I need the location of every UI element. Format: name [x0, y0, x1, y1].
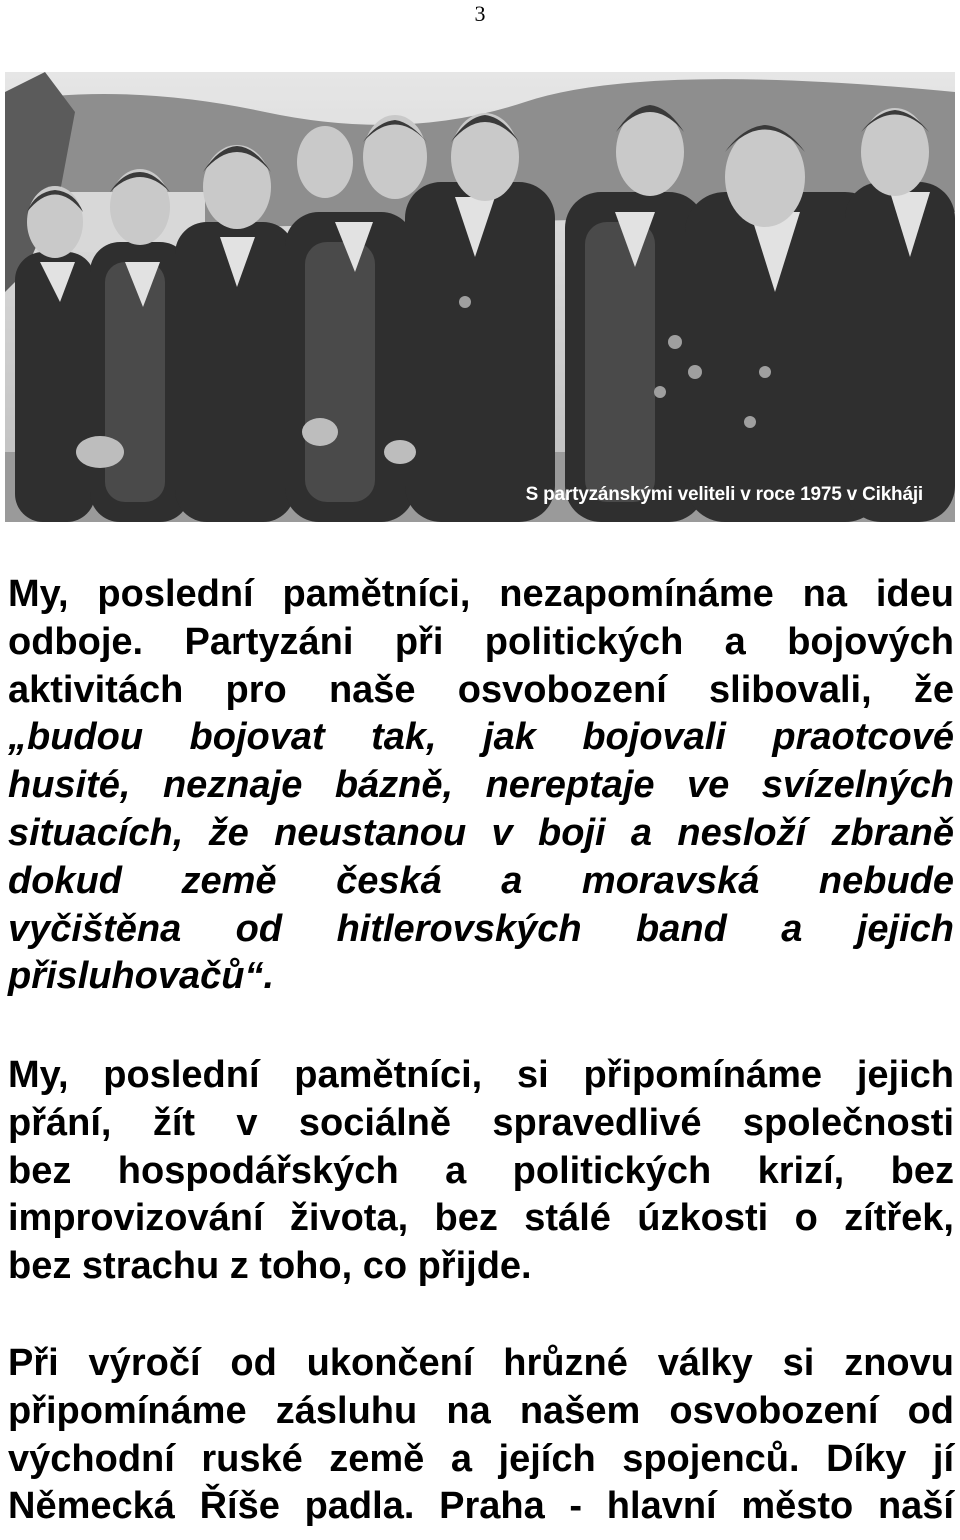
- text-line: odboje. Partyzáni při politických a bojových: [8, 620, 954, 663]
- text-line: východní ruské země a jejích spojenců. Díky jí: [8, 1437, 954, 1480]
- text-line: připomínáme zásluhu na našem osvobození od: [8, 1389, 954, 1432]
- text-line: přání, žít v sociálně spravedlivé společnosti: [8, 1101, 954, 1144]
- text-line: vyčištěna od hitlerovských band a jejich: [8, 907, 954, 950]
- photo-illustration: [5, 72, 955, 522]
- text-line: My, poslední pamětníci, si připomínáme jejich: [8, 1054, 954, 1096]
- text-line: přisluhovačů“.: [8, 955, 275, 998]
- text-line: improvizování života, bez stálé úzkosti o zítřek,: [8, 1197, 954, 1240]
- quote: [8, 714, 954, 1001]
- text-line: situacích, že neustanou v boji a nesloží zbraně: [8, 811, 954, 854]
- paragraph-2: [8, 1052, 954, 1291]
- text-line: bez hospodářských a politických krizí, bez: [8, 1149, 954, 1192]
- text-line: aktivitách pro naše osvobození slibovali, že: [8, 668, 954, 711]
- text-line: bez strachu z toho, co přijde.: [8, 1245, 532, 1288]
- text-line: husité, neznaje bázně, nereptaje ve svízelných: [8, 764, 954, 807]
- text-line: „budou bojovat tak, jak bojovali praotcové: [8, 716, 954, 759]
- text-line: Při výročí od ukončení hrůzné války si znovu: [8, 1342, 954, 1384]
- paragraph-3: [8, 1340, 954, 1531]
- paragraph-1: [8, 571, 954, 1001]
- photo-caption: S partyzánskými veliteli v roce 1975 v Cikháji: [525, 484, 923, 505]
- text-line: Německá Říše padla. Praha - hlavní město naší: [8, 1485, 954, 1528]
- page-number: 3: [474, 1, 486, 26]
- text-line: My, poslední pamětníci, nezapomínáme na ideu: [8, 573, 954, 615]
- group-photo: [5, 72, 955, 522]
- text-line: dokud země česká a moravská nebude: [8, 859, 954, 902]
